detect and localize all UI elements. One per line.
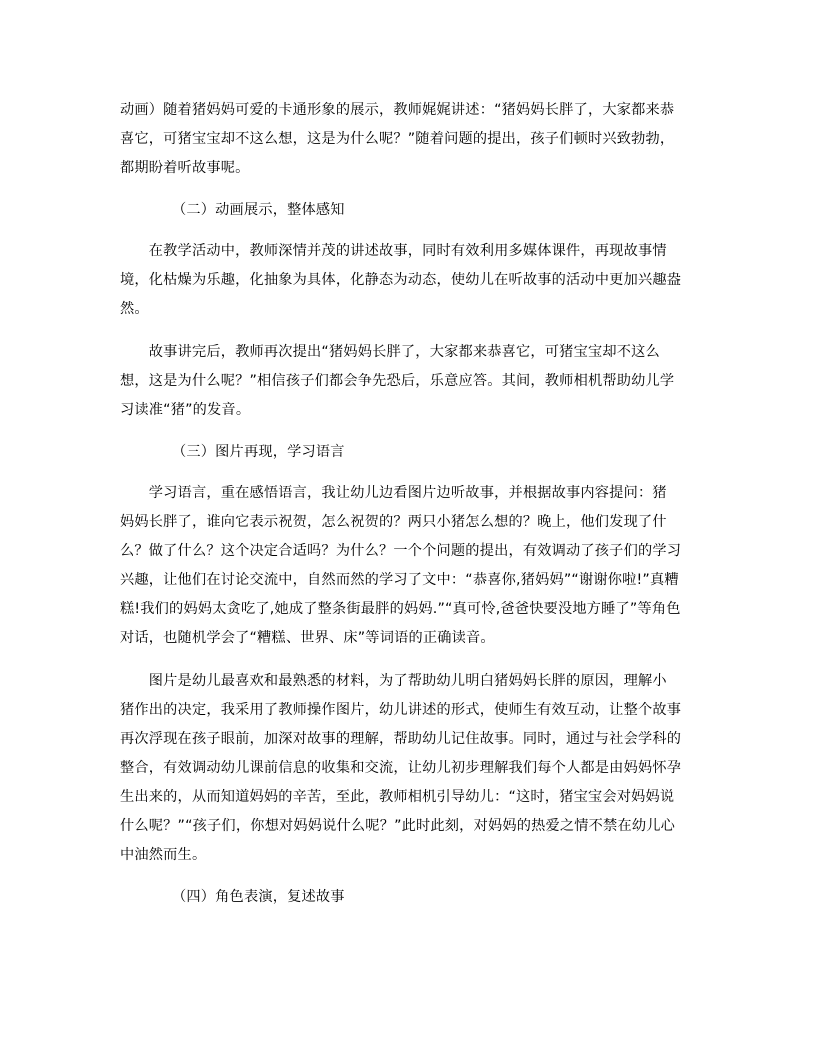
text-line: 然。 <box>120 301 149 317</box>
text-line: 中油然而生。 <box>120 847 207 863</box>
text-line: 都期盼着听故事呢。 <box>120 160 250 176</box>
text-line: 兴趣，让他们在讨论交流中，自然而然的学习了文中：“恭喜你,猪妈妈”“谢谢你啦!”真糟 <box>120 572 679 588</box>
text-line: 生出来的，从而知道妈妈的辛苦，至此，教师相机引导幼儿：“这时，猪宝宝会对妈妈说 <box>120 789 675 805</box>
text-line: 猪作出的决定，我采用了教师操作图片，幼儿讲述的形式，使师生有效互动，让整个故事 <box>120 702 682 718</box>
text-line: 糕!我们的妈妈太贪吃了,她成了整条街最胖的妈妈.”“真可怜,爸爸快要没地方睡了”等角色 <box>120 601 681 617</box>
text-line: 对话，也随机学会了“糟糕、世界、床”等词语的正确读音。 <box>120 630 495 646</box>
text-line: 学习语言，重在感悟语言，我让幼儿边看图片边听故事，并根据故事内容提问：猪 <box>120 485 667 501</box>
text-line: 什么呢？”“孩子们，你想对妈妈说什么呢？”此时此刻，对妈妈的热爱之情不禁在幼儿心 <box>120 818 675 834</box>
section-heading: （四）角色表演，复述故事 <box>172 889 345 905</box>
text-line: 想，这是为什么呢？”相信孩子们都会争先恐后，乐意应答。其间，教师相机帮助幼儿学 <box>120 373 675 389</box>
text-line: 习读准“猪”的发音。 <box>120 402 251 418</box>
text-line: 喜它，可猪宝宝却不这么想，这是为什么呢？”随着问题的提出，孩子们顿时兴致勃勃， <box>120 131 675 147</box>
section-heading: （三）图片再现，学习语言 <box>172 444 345 460</box>
text-line: 再次浮现在孩子眼前，加深对故事的理解，帮助幼儿记住故事。同时，通过与社会学科的 <box>120 731 682 747</box>
text-line: 么？做了什么？这个决定合适吗？为什么？一个个问题的提出，有效调动了孩子们的学习 <box>120 543 682 559</box>
section-heading: （二）动画展示，整体感知 <box>172 202 345 218</box>
text-line: 图片是幼儿最喜欢和最熟悉的材料，为了帮助幼儿明白猪妈妈长胖的原因，理解小 <box>120 673 667 689</box>
text-line: 在教学活动中，教师深情并茂的讲述故事，同时有效利用多媒体课件，再现故事情 <box>120 243 667 259</box>
text-line: 境，化枯燥为乐趣，化抽象为具体，化静态为动态，使幼儿在听故事的活动中更加兴趣盎 <box>120 272 682 288</box>
text-line: 故事讲完后，教师再次提出“猪妈妈长胖了，大家都来恭喜它，可猪宝宝却不这么 <box>120 344 660 360</box>
text-line: 整合，有效调动幼儿课前信息的收集和交流，让幼儿初步理解我们每个人都是由妈妈怀孕 <box>120 760 682 776</box>
text-line: 动画）随着猪妈妈可爱的卡通形象的展示，教师娓娓讲述：“猪妈妈长胖了，大家都来恭 <box>120 102 675 118</box>
text-line: 妈妈长胖了，谁向它表示祝贺，怎么祝贺的？两只小猪怎么想的？晚上，他们发现了什 <box>120 514 667 530</box>
